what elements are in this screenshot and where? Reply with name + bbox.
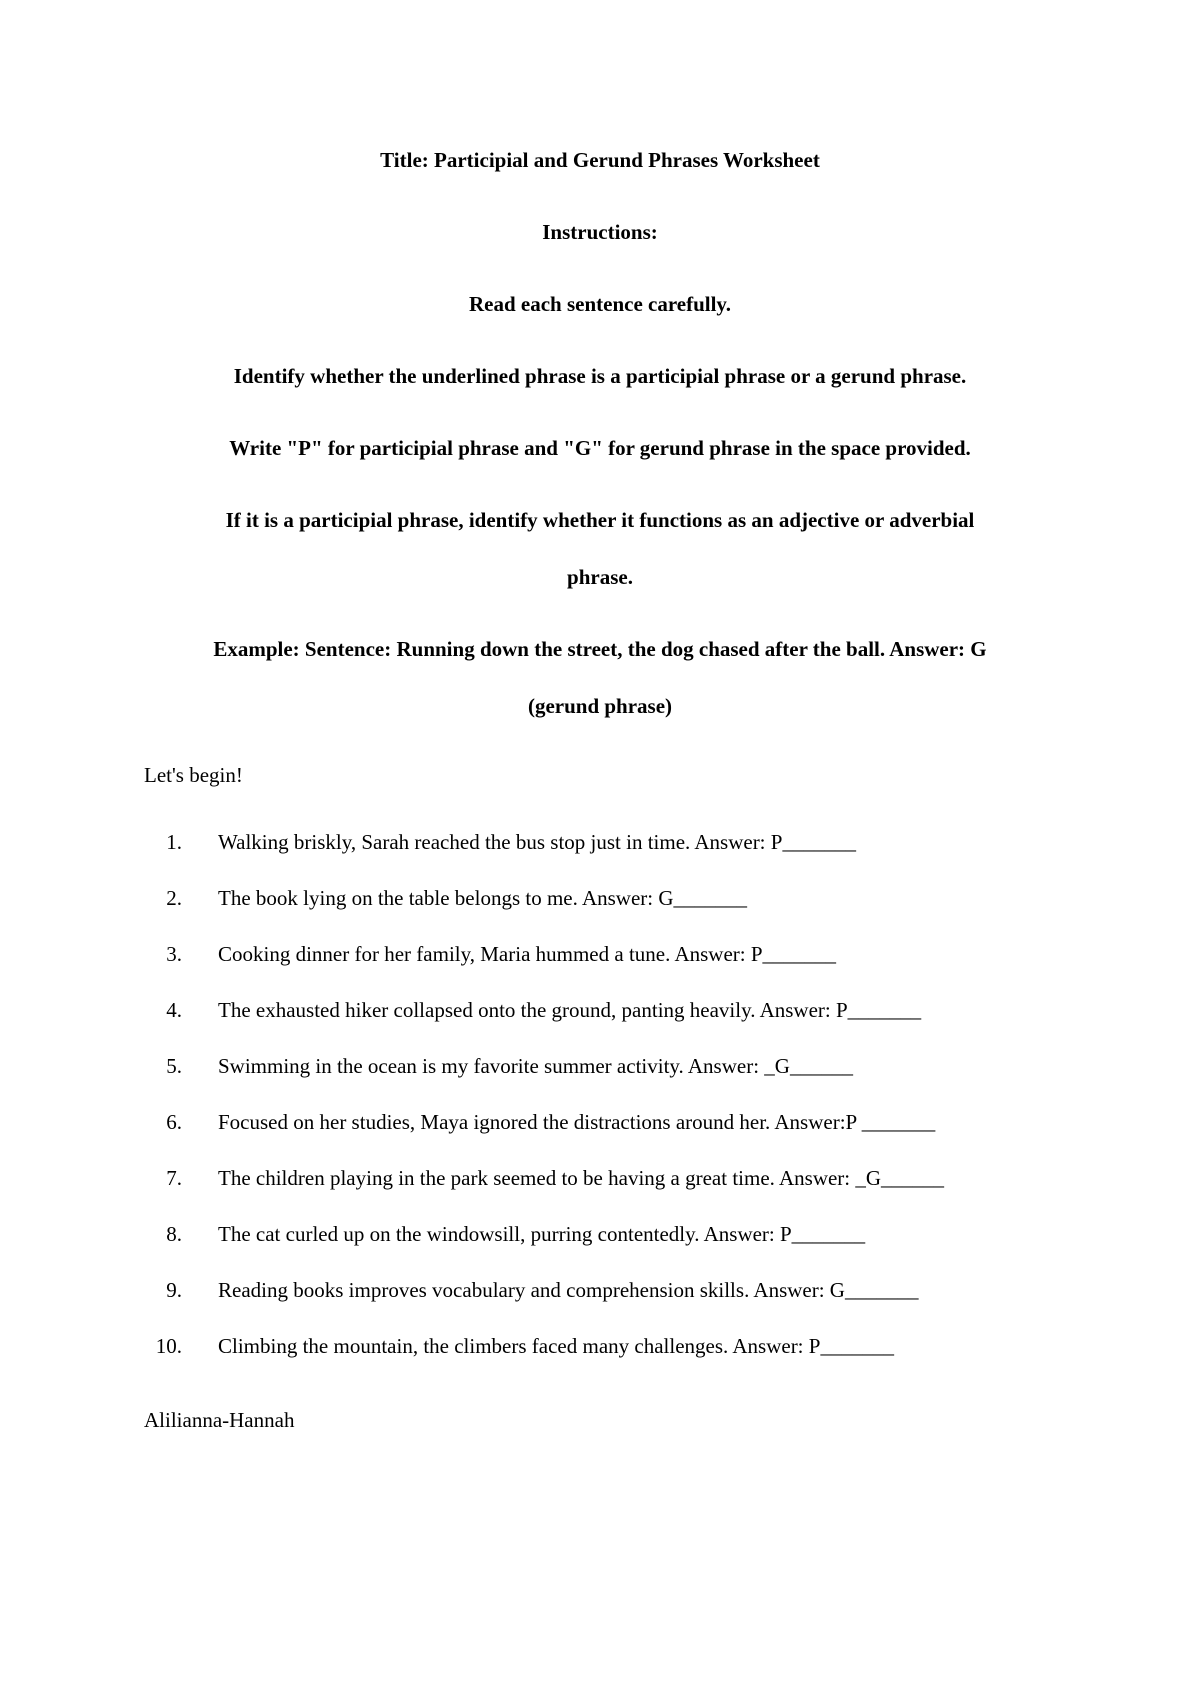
instruction-function-line1: If it is a participial phrase, identify whether it functions as an adjective or adverbial [225,508,975,532]
list-item [144,1219,1084,1275]
question-number: 8. [166,1222,182,1246]
author-signature: Alilianna-Hannah [144,1408,295,1432]
instruction-write: Write "P" for participial phrase and "G" for gerund phrase in the space provided. [229,436,971,460]
example-line1: Example: Sentence: Running down the street, the dog chased after the ball. Answer: G [213,637,987,661]
instruction-read: Read each sentence carefully. [468,292,732,316]
question-number: 5. [166,1054,182,1078]
instruction-function-line2: phrase. [567,565,633,589]
list-item [144,1051,1084,1107]
worksheet-title: Title: Participial and Gerund Phrases Worksheet [380,148,820,172]
question-number: 7. [166,1166,182,1190]
list-item [144,995,1084,1051]
question-list [144,827,1084,1387]
question-text: Cooking dinner for her family, Maria hummed a tune. Answer: P_______ [218,942,837,966]
question-text: Climbing the mountain, the climbers faced many challenges. Answer: P_______ [218,1334,894,1358]
question-text: The exhausted hiker collapsed onto the ground, panting heavily. Answer: P_______ [218,998,922,1022]
question-text: The book lying on the table belongs to me. Answer: G_______ [218,886,748,910]
question-text: Walking briskly, Sarah reached the bus stop just in time. Answer: P_______ [218,830,856,854]
list-item [144,1107,1084,1163]
question-text: Focused on her studies, Maya ignored the distractions around her. Answer:P _______ [218,1110,936,1134]
question-number: 2. [166,886,182,910]
list-item [144,883,1084,939]
instruction-identify: Identify whether the underlined phrase is a participial phrase or a gerund phrase. [233,364,967,388]
question-text: The children playing in the park seemed to be having a great time. Answer: _G______ [218,1166,945,1190]
question-number: 6. [166,1110,182,1134]
question-text: The cat curled up on the windowsill, purring contentedly. Answer: P_______ [218,1222,866,1246]
question-number: 9. [166,1278,182,1302]
question-number: 4. [166,998,182,1022]
list-item [144,939,1084,995]
question-text: Swimming in the ocean is my favorite summer activity. Answer: _G______ [218,1054,853,1078]
question-number: 3. [166,942,182,966]
example-line2: (gerund phrase) [527,694,673,718]
list-item [144,827,1084,883]
question-number: 10. [155,1334,182,1358]
question-text: Reading books improves vocabulary and comprehension skills. Answer: G_______ [218,1278,919,1302]
list-item [144,1331,1084,1387]
instructions-heading: Instructions: [542,220,658,244]
list-item [144,1163,1084,1219]
question-number: 1. [166,830,182,854]
lead-in: Let's begin! [144,763,243,787]
list-item [144,1275,1084,1331]
